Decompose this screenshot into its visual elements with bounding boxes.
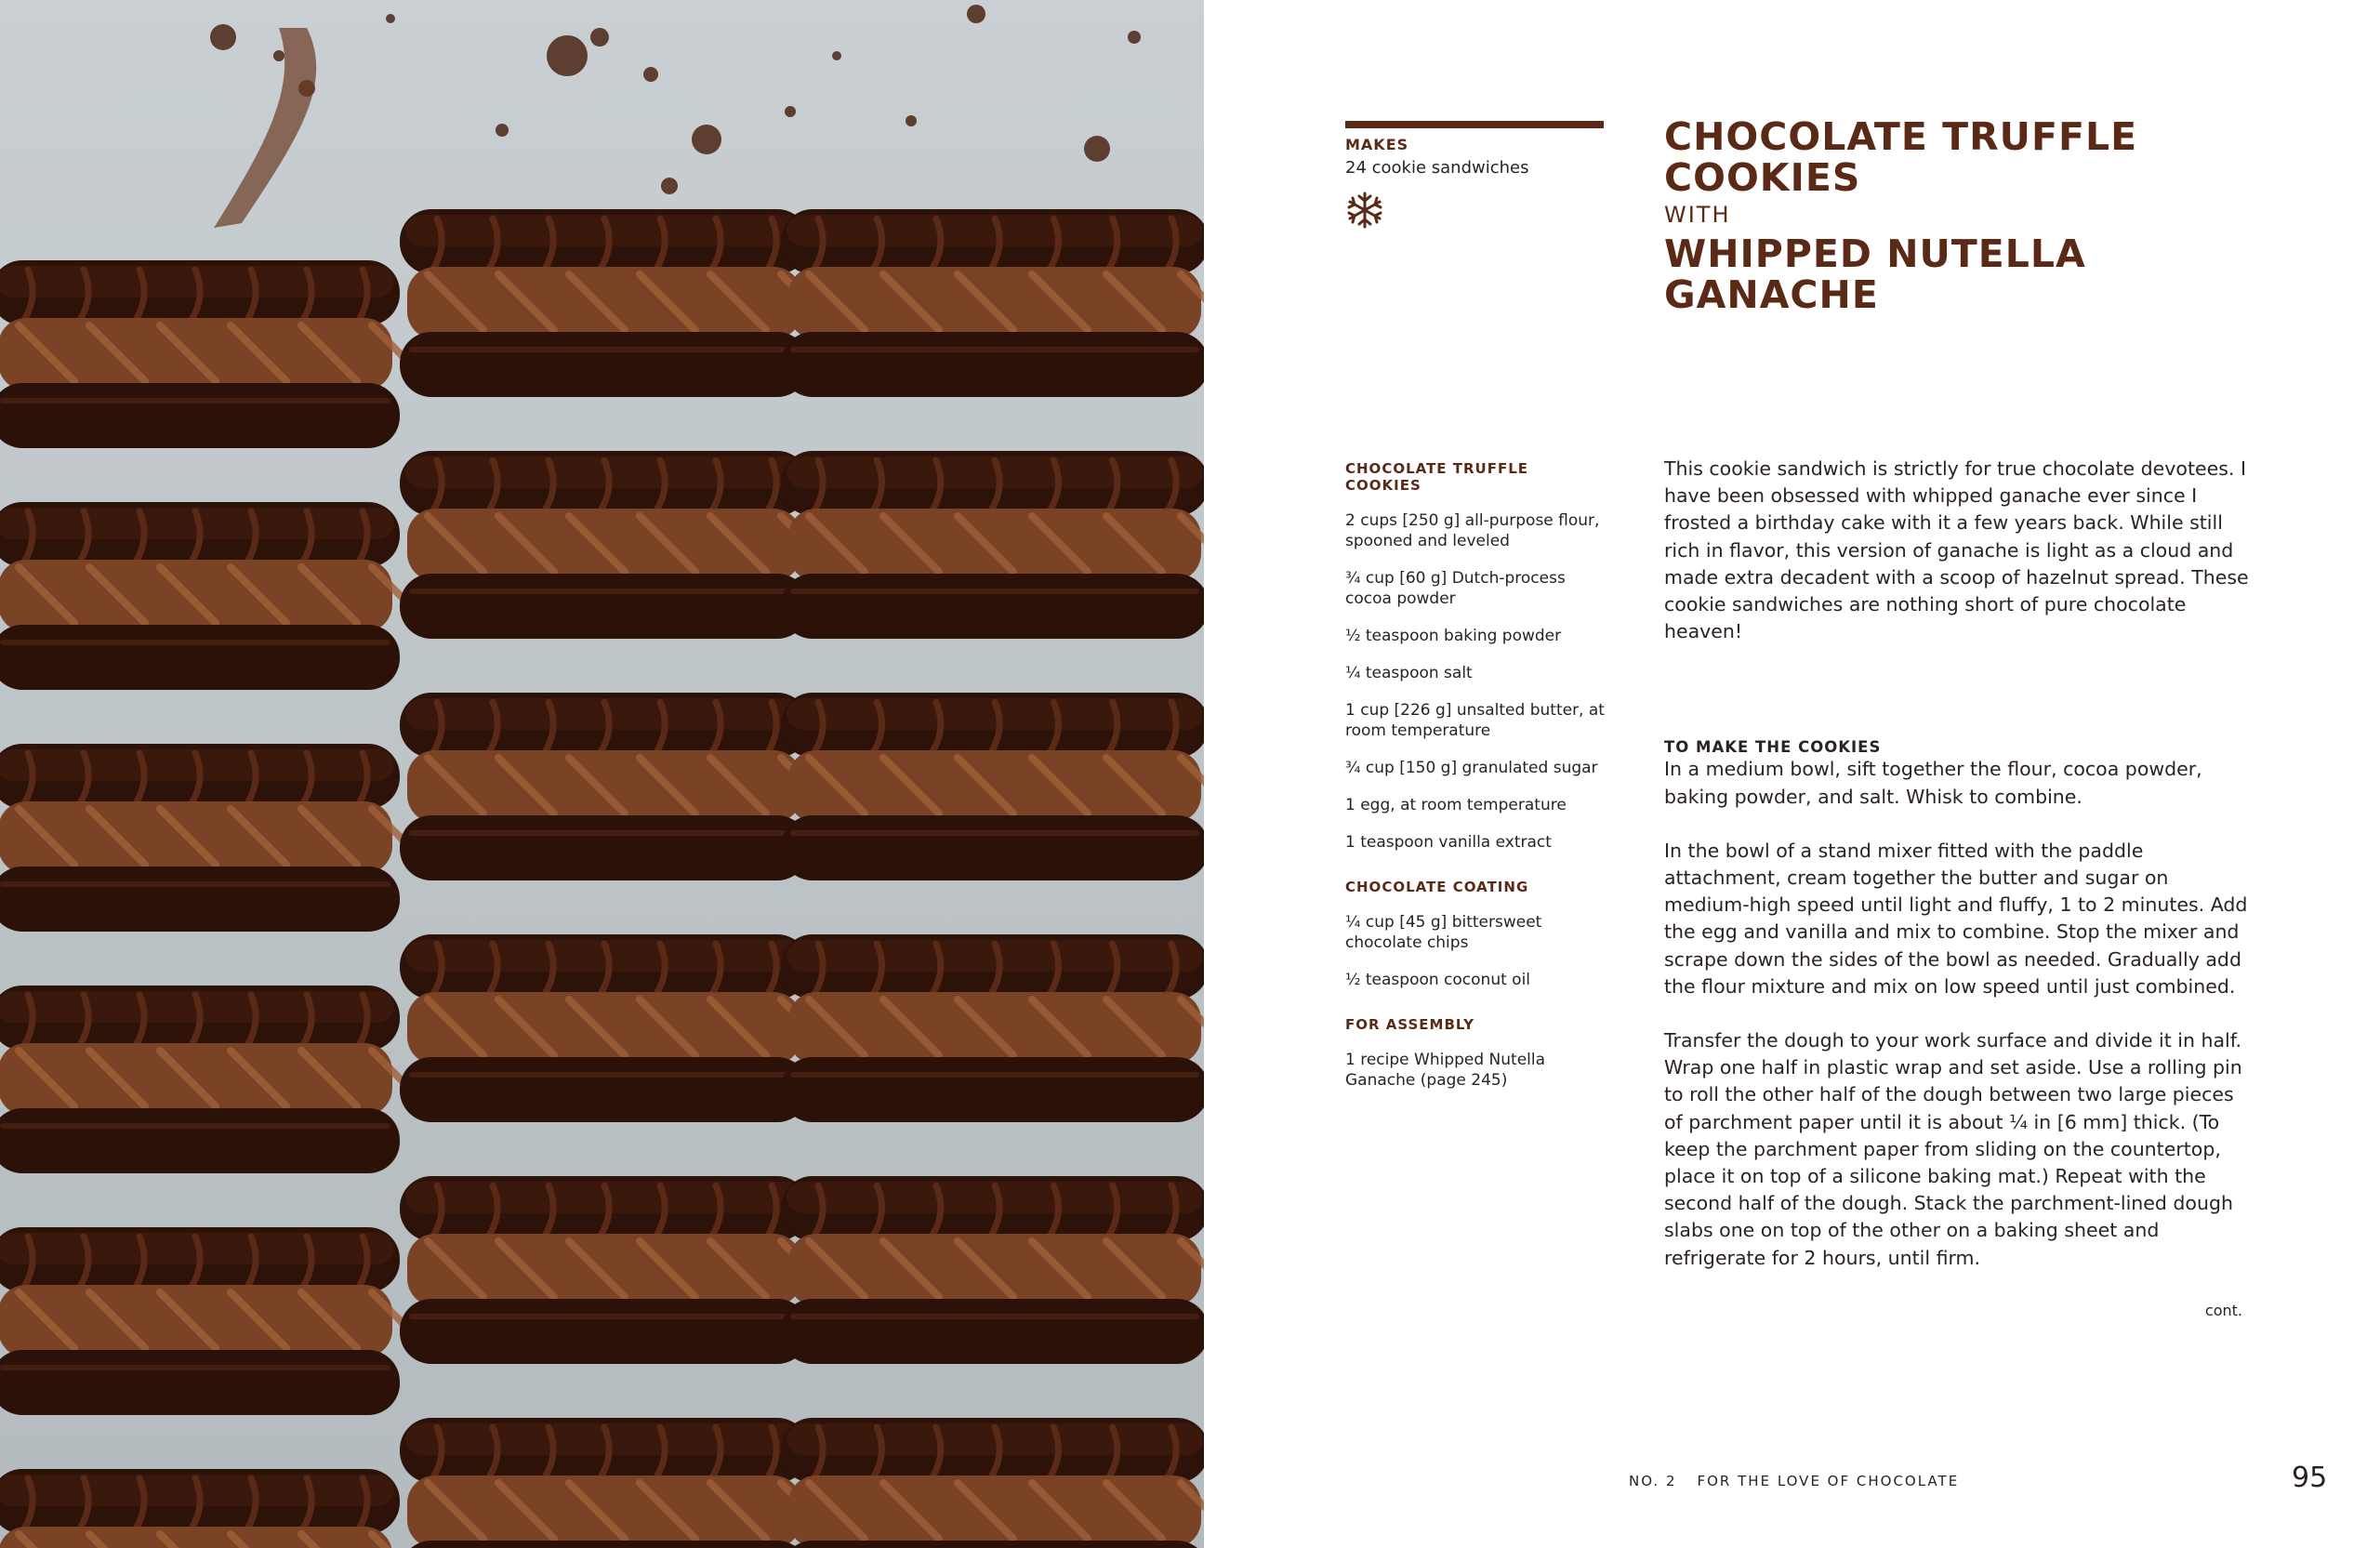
title-line-4: GANACHE — [1664, 272, 1879, 317]
chapter-title: FOR THE LOVE OF CHOCOLATE — [1697, 1473, 1960, 1489]
ingredient-item: ¾ cup [150 g] granulated sugar — [1345, 759, 1598, 777]
ingredient-heading: CHOCOLATE TRUFFLE COOKIES — [1345, 460, 1529, 494]
ingredient-item: ½ teaspoon coconut oil — [1345, 971, 1531, 989]
ingredient-item: 2 cups [250 g] all-purpose flour, spooned and leveled — [1345, 511, 1600, 550]
ingredient-item: ¼ cup [45 g] bittersweet chocolate chips — [1345, 913, 1542, 952]
title-line-2: COOKIES — [1664, 155, 1861, 200]
recipe-method — [1664, 456, 2250, 1272]
running-footer — [1629, 1473, 1979, 1489]
ingredient-item: 1 cup [226 g] unsalted butter, at room temperature — [1345, 701, 1605, 740]
snowflake-icon — [1345, 191, 1384, 230]
ingredient-item: 1 teaspoon vanilla extract — [1345, 833, 1552, 852]
title-line-3: WHIPPED NUTELLA — [1664, 232, 2086, 276]
ingredient-group-coating — [1345, 879, 1610, 990]
ingredient-heading: CHOCOLATE COATING — [1345, 879, 1529, 895]
method-step-2: In the bowl of a stand mixer fitted with the paddle attachment, cream together the butter and sugar on medium-high speed until light and fluffy, 1 to 2 minutes. Add the egg and vanilla and mix to combine. Stop the mixer and scrape down the sides of the bowl as needed. Gradually add the flour mixture and mix on low speed until just combined. — [1664, 839, 2248, 998]
ingredient-item: ¾ cup [60 g] Dutch-process cocoa powder — [1345, 569, 1566, 608]
continued-marker: cont. — [2204, 1302, 2242, 1319]
recipe-title — [1664, 116, 2259, 315]
ingredient-heading: FOR ASSEMBLY — [1345, 1016, 1475, 1033]
title-with: WITH — [1664, 202, 1731, 228]
ingredient-item: 1 egg, at room temperature — [1345, 796, 1567, 814]
makes-rule — [1345, 121, 1604, 128]
method-step-3: Transfer the dough to your work surface and divide it in half. Wrap one half in plastic wrap and set aside. Use a rolling pin to roll the other half of the dough between two large pieces of parchment paper until it is about ¼ in [6 mm] thick. (To keep the parchment paper from sliding on the countertop, place it on top of a silicone baking mat.) Repeat with the second half of the dough. Stack the parchment-lined dough slabs one on top of the other on a baking sheet and refrigerate for 2 hours, until firm. — [1664, 1029, 2242, 1269]
ingredient-item: ¼ teaspoon salt — [1345, 664, 1473, 682]
intro-paragraph: This cookie sandwich is strictly for true chocolate devotees. I have been obsessed with whipped ganache ever since I frosted a birthday cake with it a few years back. While still rich in flavor, this version of ganache is light as a cloud and made extra decadent with a scoop of hazelnut spread. These cookie sandwiches are nothing short of pure chocolate heaven! — [1664, 457, 2249, 643]
ingredient-group-cookies — [1345, 460, 1610, 853]
ingredient-item: 1 recipe Whipped Nutella Ganache (page 245) — [1345, 1051, 1546, 1090]
chapter-number: NO. 2 — [1629, 1473, 1677, 1489]
method-heading: TO MAKE THE COOKIES — [1664, 738, 1882, 757]
ingredient-item: ½ teaspoon baking powder — [1345, 627, 1562, 645]
method-step-1: In a medium bowl, sift together the flour, cocoa powder, baking powder, and salt. Whisk to combine. — [1664, 758, 2202, 808]
makes-value: 24 cookie sandwiches — [1345, 158, 1529, 178]
title-line-1: CHOCOLATE TRUFFLE — [1664, 114, 2138, 159]
page-number: 95 — [2292, 1462, 2328, 1494]
makes-label: MAKES — [1345, 136, 1409, 153]
ingredients-list — [1345, 460, 1610, 1117]
ingredient-group-assembly — [1345, 1016, 1610, 1091]
